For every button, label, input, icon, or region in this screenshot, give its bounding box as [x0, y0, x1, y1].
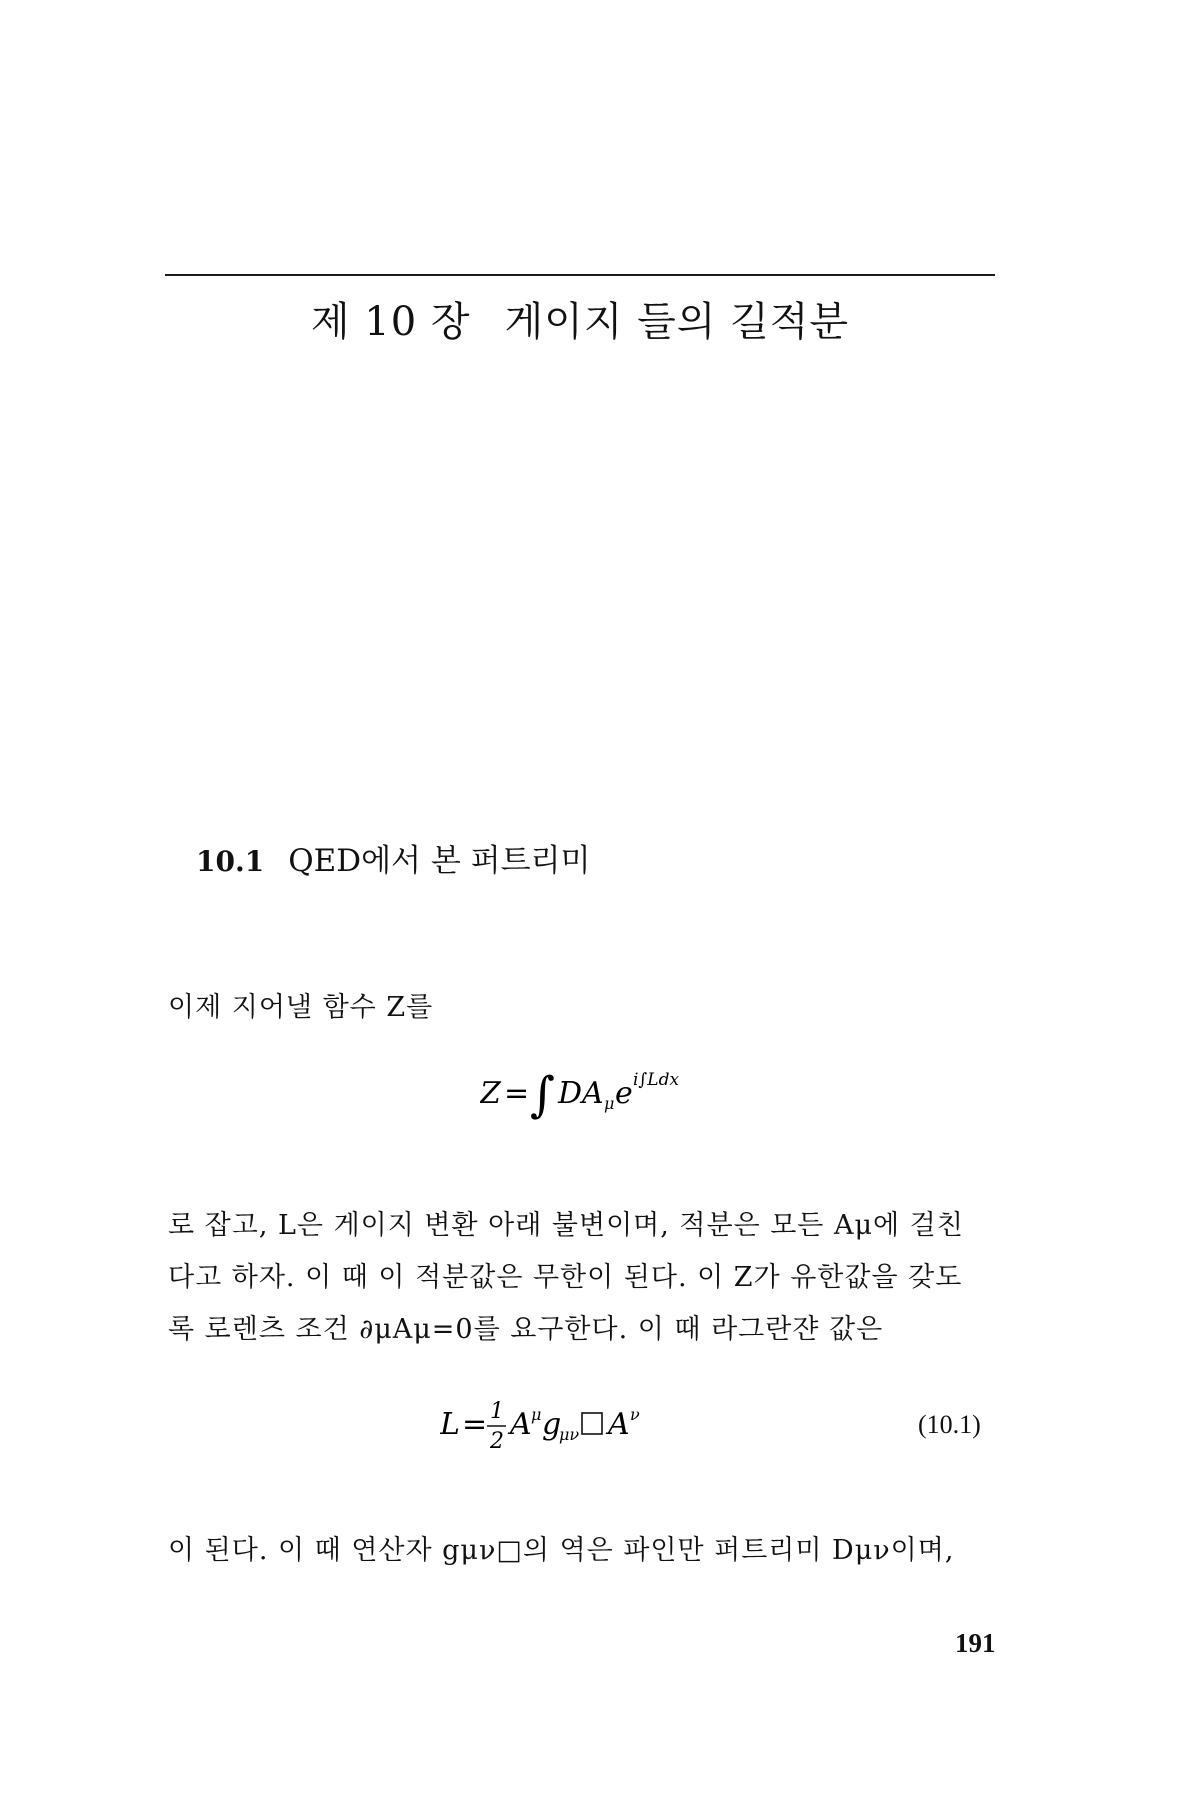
svg-text:Z: Z [480, 1076, 501, 1111]
equation-number: (10.1) [918, 1410, 981, 1439]
svg-text:μ: μ [531, 1405, 542, 1424]
svg-text:μ: μ [604, 1094, 615, 1113]
page-number: 191 [955, 1628, 996, 1658]
svg-text:DA: DA [558, 1076, 604, 1111]
svg-text:∫: ∫ [530, 1067, 556, 1123]
section-number: 10.1 [196, 845, 265, 878]
body-line-2: 다고 하자. 이 때 이 적분값은 무한이 된다. 이 Z가 유한값을 갖도 [168, 1262, 963, 1293]
body-line-3: 록 로렌츠 조건 ∂μAμ=0를 요구한다. 이 때 라그란쟌 값은 [168, 1314, 884, 1345]
equation-z-definition [480, 1045, 730, 1135]
chapter-title: 게이지 들의 길적분 [504, 299, 850, 345]
closing-paragraph: 이 된다. 이 때 연산자 gμν□의 역은 파인만 퍼트리미 Dμν이며, [168, 1535, 955, 1566]
equation-lagrangian [440, 1382, 700, 1472]
svg-text:2: 2 [490, 1429, 504, 1454]
svg-text:1: 1 [490, 1399, 504, 1424]
chapter-rule [165, 274, 995, 276]
svg-text:A: A [608, 1407, 630, 1442]
section-heading [196, 835, 590, 880]
svg-text:=: = [462, 1407, 488, 1442]
chapter-heading [165, 290, 995, 347]
svg-text:i∫Ldx: i∫Ldx [633, 1070, 680, 1090]
svg-text:L: L [440, 1407, 460, 1442]
svg-text:μν: μν [559, 1425, 580, 1444]
chapter-label: 제 10 장 [310, 299, 471, 345]
body-line-1: 로 잡고, L은 게이지 변환 아래 불변이며, 적분은 모든 Aμ에 걸친 [168, 1210, 964, 1241]
intro-paragraph: 이제 지어낼 함수 Z를 [168, 992, 434, 1023]
svg-text:=: = [504, 1076, 530, 1111]
svg-text:A: A [510, 1407, 532, 1442]
section-title: QED에서 본 퍼트리미 [288, 843, 591, 879]
svg-text:ν: ν [630, 1405, 640, 1424]
svg-text:g: g [542, 1407, 562, 1442]
svg-text:e: e [615, 1076, 633, 1111]
